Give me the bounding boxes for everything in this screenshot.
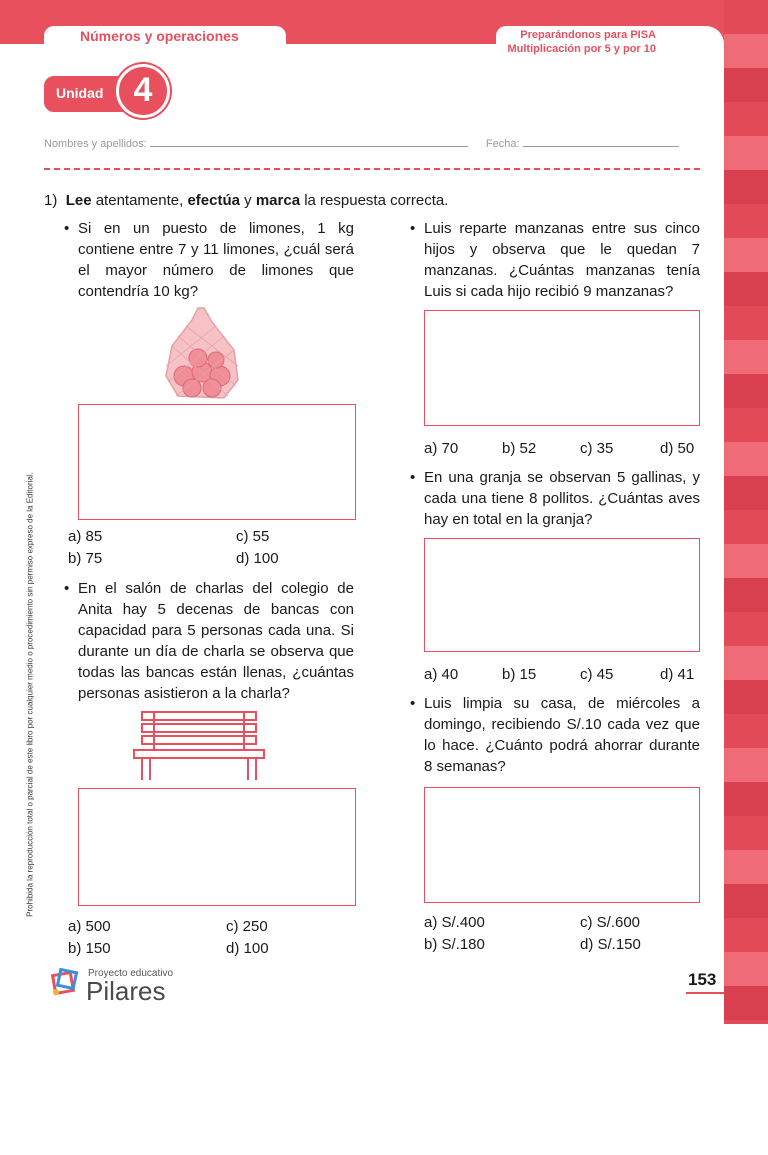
q1-option-d[interactable]: d) 100: [236, 550, 279, 567]
logo-tagline: Proyecto educativo: [88, 968, 174, 979]
question-2: [64, 578, 354, 704]
bullet-icon: •: [64, 580, 70, 597]
instruction: [44, 192, 448, 209]
instruction-text-3: la respuesta correcta.: [300, 192, 449, 209]
topic-title: [507, 28, 656, 56]
q3-option-d[interactable]: d) 50: [660, 440, 695, 457]
question-5: [410, 693, 700, 777]
q2-option-c[interactable]: c) 250: [226, 918, 268, 935]
instruction-word-efectua: efectúa: [187, 192, 240, 209]
question-3: [410, 218, 700, 302]
answer-box-3[interactable]: [424, 310, 700, 426]
instruction-word-lee: Lee: [65, 192, 92, 209]
q5-option-d[interactable]: d) S/.150: [580, 936, 641, 953]
decorative-right-band: [724, 0, 768, 1024]
lemon-bag-icon: [158, 306, 244, 402]
answer-box-5[interactable]: [424, 787, 700, 903]
page-number-underline: [686, 992, 724, 994]
logo-name: Pilares: [86, 976, 166, 1006]
q2-option-a[interactable]: a) 500: [68, 918, 111, 935]
page-number: 153: [688, 970, 717, 989]
q3-option-b[interactable]: b) 52: [502, 440, 537, 457]
q1-option-b[interactable]: b) 75: [68, 550, 103, 567]
instruction-word-marca: marca: [255, 192, 301, 209]
topic-title-line-2: Multiplicación por 5 y por 10: [507, 43, 656, 55]
name-field[interactable]: [150, 136, 468, 147]
q3-option-c[interactable]: c) 35: [580, 440, 614, 457]
q4-option-b[interactable]: b) 15: [502, 666, 537, 683]
q5-option-a[interactable]: a) S/.400: [424, 914, 485, 931]
section-title: Números y operaciones: [80, 28, 239, 44]
pilares-logo-icon: [50, 968, 80, 998]
student-info-line: [44, 136, 679, 150]
q2-option-b[interactable]: b) 150: [68, 940, 111, 957]
name-label: Nombres y apellidos:: [44, 138, 147, 150]
bullet-icon: •: [410, 220, 416, 237]
q1-option-c[interactable]: c) 55: [236, 528, 270, 545]
instruction-text-2: y: [239, 192, 256, 209]
bullet-icon: •: [64, 220, 70, 237]
dashed-divider: [44, 168, 700, 170]
q5-option-b[interactable]: b) S/.180: [424, 936, 485, 953]
bullet-icon: •: [410, 469, 416, 486]
unit-number: 4: [133, 71, 153, 109]
answer-box-1[interactable]: [78, 404, 356, 520]
answer-box-4[interactable]: [424, 538, 700, 652]
copyright-note: Prohibida la reproducción total o parcial de este libro por cualquier medio o procedimiento sin permiso expreso de la Editorial.: [25, 472, 35, 917]
q3-option-a[interactable]: a) 70: [424, 440, 459, 457]
instruction-number: 1): [44, 192, 58, 209]
question-4: [410, 467, 700, 530]
q4-option-d[interactable]: d) 41: [660, 666, 695, 683]
q5-option-c[interactable]: c) S/.600: [580, 914, 641, 931]
q4-option-c[interactable]: c) 45: [580, 666, 614, 683]
question-5-text: Luis limpia su casa, de miércoles a domingo, recibiendo S/.10 cada vez que lo hace. ¿Cuánto podrá ahorrar durante 8 semanas?: [424, 695, 700, 775]
question-3-text: Luis reparte manzanas entre sus cinco hijos y observa que le quedan 7 manzanas. ¿Cuántas manzanas tenía Luis si cada hijo recibió 9 manzanas?: [424, 220, 700, 300]
unit-number-circle: [116, 64, 170, 118]
answer-box-2[interactable]: [78, 788, 356, 906]
q1-option-a[interactable]: a) 85: [68, 528, 103, 545]
unit-label: Unidad: [56, 85, 104, 101]
date-label: Fecha:: [485, 138, 520, 150]
bullet-icon: •: [410, 695, 416, 712]
question-4-text: En una granja se observan 5 gallinas, y cada una tiene 8 pollitos. ¿Cuántas aves hay en total en la granja?: [424, 469, 700, 528]
q4-option-a[interactable]: a) 40: [424, 666, 459, 683]
question-2-text: En el salón de charlas del colegio de Anita hay 5 decenas de bancas con capacidad para 5 personas cada una. Si durante un día de charla se observa que todas las bancas están llenas, ¿cuántas personas asistieron a la charla?: [78, 580, 354, 702]
instruction-text-1: atentamente,: [91, 192, 188, 209]
question-1-text: Si en un puesto de limones, 1 kg contiene entre 7 y 11 limones, ¿cuál será el mayor número de limones que contendría 10 kg?: [78, 220, 354, 300]
question-1: [64, 218, 354, 302]
topic-title-line-1: Preparándonos para PISA: [520, 29, 656, 41]
bench-icon: [132, 708, 266, 782]
date-field[interactable]: [523, 136, 679, 147]
q2-option-d[interactable]: d) 100: [226, 940, 269, 957]
